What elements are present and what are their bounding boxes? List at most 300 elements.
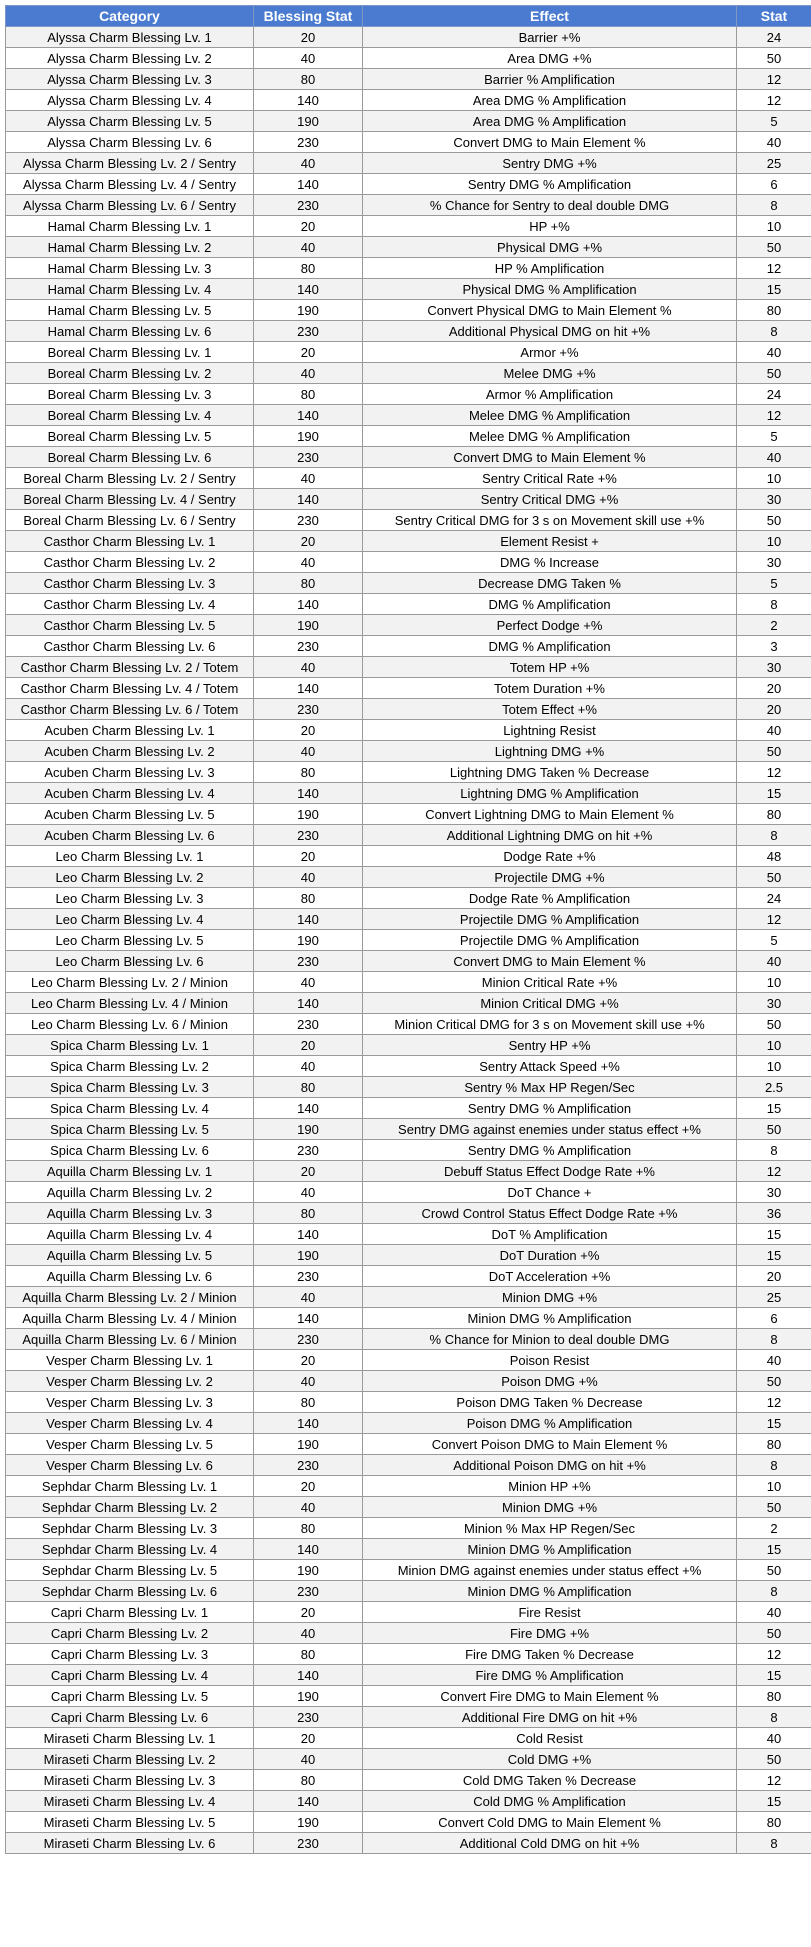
table-row xyxy=(6,678,811,699)
table-row xyxy=(6,888,811,909)
cell-category: Acuben Charm Blessing Lv. 5 xyxy=(6,804,254,825)
cell-blessing-stat: 80 xyxy=(254,888,363,909)
cell-category: Alyssa Charm Blessing Lv. 6 / Sentry xyxy=(6,195,254,216)
table-row xyxy=(6,48,811,69)
cell-blessing-stat: 80 xyxy=(254,1203,363,1224)
table-row xyxy=(6,1833,811,1854)
table-row xyxy=(6,1476,811,1497)
cell-blessing-stat: 230 xyxy=(254,951,363,972)
cell-blessing-stat: 140 xyxy=(254,405,363,426)
cell-category: Alyssa Charm Blessing Lv. 5 xyxy=(6,111,254,132)
cell-stat: 40 xyxy=(737,1602,811,1623)
cell-stat: 40 xyxy=(737,951,811,972)
cell-stat: 50 xyxy=(737,48,811,69)
cell-category: Vesper Charm Blessing Lv. 5 xyxy=(6,1434,254,1455)
cell-stat: 48 xyxy=(737,846,811,867)
cell-blessing-stat: 190 xyxy=(254,111,363,132)
cell-effect: DoT Chance + xyxy=(363,1182,737,1203)
cell-blessing-stat: 230 xyxy=(254,1014,363,1035)
cell-blessing-stat: 190 xyxy=(254,1434,363,1455)
cell-effect: Minion Critical DMG for 3 s on Movement skill use +% xyxy=(363,1014,737,1035)
table-row xyxy=(6,993,811,1014)
cell-effect: Perfect Dodge +% xyxy=(363,615,737,636)
cell-effect: Convert Cold DMG to Main Element % xyxy=(363,1812,737,1833)
cell-effect: Projectile DMG % Amplification xyxy=(363,930,737,951)
table-row xyxy=(6,1791,811,1812)
cell-category: Boreal Charm Blessing Lv. 1 xyxy=(6,342,254,363)
table-row xyxy=(6,1623,811,1644)
cell-blessing-stat: 190 xyxy=(254,300,363,321)
cell-effect: Minion Critical Rate +% xyxy=(363,972,737,993)
table-row xyxy=(6,804,811,825)
table-row xyxy=(6,300,811,321)
cell-effect: Sentry DMG % Amplification xyxy=(363,1140,737,1161)
cell-effect: Fire Resist xyxy=(363,1602,737,1623)
cell-category: Boreal Charm Blessing Lv. 3 xyxy=(6,384,254,405)
cell-category: Sephdar Charm Blessing Lv. 3 xyxy=(6,1518,254,1539)
cell-effect: Lightning DMG +% xyxy=(363,741,737,762)
cell-stat: 12 xyxy=(737,258,811,279)
cell-stat: 10 xyxy=(737,1035,811,1056)
cell-category: Miraseti Charm Blessing Lv. 2 xyxy=(6,1749,254,1770)
cell-effect: Melee DMG % Amplification xyxy=(363,405,737,426)
table-row xyxy=(6,1287,811,1308)
cell-effect: Poison DMG +% xyxy=(363,1371,737,1392)
cell-blessing-stat: 140 xyxy=(254,279,363,300)
table-row xyxy=(6,1119,811,1140)
cell-blessing-stat: 190 xyxy=(254,1812,363,1833)
cell-effect: Convert DMG to Main Element % xyxy=(363,951,737,972)
cell-blessing-stat: 40 xyxy=(254,1749,363,1770)
cell-stat: 80 xyxy=(737,804,811,825)
cell-effect: Minion DMG % Amplification xyxy=(363,1539,737,1560)
table-row xyxy=(6,825,811,846)
table-row xyxy=(6,1518,811,1539)
cell-category: Leo Charm Blessing Lv. 4 / Minion xyxy=(6,993,254,1014)
cell-stat: 6 xyxy=(737,1308,811,1329)
cell-stat: 40 xyxy=(737,1350,811,1371)
cell-stat: 10 xyxy=(737,1476,811,1497)
cell-effect: Fire DMG % Amplification xyxy=(363,1665,737,1686)
cell-category: Acuben Charm Blessing Lv. 1 xyxy=(6,720,254,741)
cell-category: Boreal Charm Blessing Lv. 2 / Sentry xyxy=(6,468,254,489)
cell-stat: 12 xyxy=(737,1644,811,1665)
cell-stat: 2 xyxy=(737,1518,811,1539)
cell-category: Miraseti Charm Blessing Lv. 5 xyxy=(6,1812,254,1833)
cell-effect: HP % Amplification xyxy=(363,258,737,279)
table-row xyxy=(6,1098,811,1119)
cell-blessing-stat: 140 xyxy=(254,594,363,615)
cell-blessing-stat: 40 xyxy=(254,741,363,762)
cell-effect: Armor % Amplification xyxy=(363,384,737,405)
cell-category: Leo Charm Blessing Lv. 4 xyxy=(6,909,254,930)
cell-effect: Poison Resist xyxy=(363,1350,737,1371)
cell-blessing-stat: 20 xyxy=(254,1350,363,1371)
cell-effect: Minion % Max HP Regen/Sec xyxy=(363,1518,737,1539)
cell-effect: Cold DMG +% xyxy=(363,1749,737,1770)
cell-blessing-stat: 20 xyxy=(254,720,363,741)
table-row xyxy=(6,552,811,573)
cell-category: Aquilla Charm Blessing Lv. 5 xyxy=(6,1245,254,1266)
cell-stat: 5 xyxy=(737,573,811,594)
cell-effect: DMG % Amplification xyxy=(363,636,737,657)
cell-blessing-stat: 140 xyxy=(254,90,363,111)
cell-effect: Dodge Rate +% xyxy=(363,846,737,867)
cell-effect: Minion Critical DMG +% xyxy=(363,993,737,1014)
table-row xyxy=(6,594,811,615)
table-row xyxy=(6,1203,811,1224)
cell-blessing-stat: 40 xyxy=(254,657,363,678)
cell-blessing-stat: 140 xyxy=(254,489,363,510)
cell-effect: Melee DMG +% xyxy=(363,363,737,384)
cell-category: Vesper Charm Blessing Lv. 2 xyxy=(6,1371,254,1392)
cell-category: Hamal Charm Blessing Lv. 3 xyxy=(6,258,254,279)
cell-blessing-stat: 230 xyxy=(254,321,363,342)
cell-stat: 25 xyxy=(737,153,811,174)
table-row xyxy=(6,279,811,300)
table-row xyxy=(6,1245,811,1266)
cell-stat: 15 xyxy=(737,1413,811,1434)
cell-stat: 50 xyxy=(737,1749,811,1770)
cell-category: Casthor Charm Blessing Lv. 4 xyxy=(6,594,254,615)
cell-blessing-stat: 230 xyxy=(254,510,363,531)
cell-stat: 12 xyxy=(737,1392,811,1413)
table-row xyxy=(6,1350,811,1371)
cell-blessing-stat: 20 xyxy=(254,1035,363,1056)
cell-stat: 15 xyxy=(737,1098,811,1119)
cell-effect: Convert Fire DMG to Main Element % xyxy=(363,1686,737,1707)
cell-stat: 2.5 xyxy=(737,1077,811,1098)
cell-category: Aquilla Charm Blessing Lv. 1 xyxy=(6,1161,254,1182)
table-row xyxy=(6,951,811,972)
cell-effect: Fire DMG Taken % Decrease xyxy=(363,1644,737,1665)
table-row xyxy=(6,510,811,531)
cell-blessing-stat: 40 xyxy=(254,1287,363,1308)
cell-category: Boreal Charm Blessing Lv. 5 xyxy=(6,426,254,447)
cell-blessing-stat: 20 xyxy=(254,27,363,48)
blessing-table-container xyxy=(5,5,811,1854)
table-row xyxy=(6,636,811,657)
cell-effect: Convert DMG to Main Element % xyxy=(363,132,737,153)
table-row xyxy=(6,489,811,510)
cell-blessing-stat: 40 xyxy=(254,1497,363,1518)
cell-blessing-stat: 20 xyxy=(254,1602,363,1623)
cell-stat: 15 xyxy=(737,279,811,300)
cell-category: Miraseti Charm Blessing Lv. 6 xyxy=(6,1833,254,1854)
cell-category: Hamal Charm Blessing Lv. 6 xyxy=(6,321,254,342)
cell-blessing-stat: 40 xyxy=(254,1182,363,1203)
cell-effect: Projectile DMG % Amplification xyxy=(363,909,737,930)
cell-category: Capri Charm Blessing Lv. 3 xyxy=(6,1644,254,1665)
cell-stat: 12 xyxy=(737,1770,811,1791)
cell-effect: Convert DMG to Main Element % xyxy=(363,447,737,468)
cell-category: Acuben Charm Blessing Lv. 6 xyxy=(6,825,254,846)
cell-effect: Minion DMG against enemies under status effect +% xyxy=(363,1560,737,1581)
cell-blessing-stat: 190 xyxy=(254,426,363,447)
cell-blessing-stat: 230 xyxy=(254,447,363,468)
cell-category: Aquilla Charm Blessing Lv. 4 / Minion xyxy=(6,1308,254,1329)
cell-effect: Physical DMG % Amplification xyxy=(363,279,737,300)
cell-stat: 24 xyxy=(737,27,811,48)
table-header xyxy=(6,6,811,27)
cell-blessing-stat: 230 xyxy=(254,636,363,657)
cell-effect: Lightning DMG Taken % Decrease xyxy=(363,762,737,783)
table-row xyxy=(6,615,811,636)
cell-effect: Totem HP +% xyxy=(363,657,737,678)
cell-category: Boreal Charm Blessing Lv. 6 xyxy=(6,447,254,468)
table-row xyxy=(6,1329,811,1350)
header-category: Category xyxy=(6,6,254,27)
cell-stat: 50 xyxy=(737,1560,811,1581)
cell-blessing-stat: 80 xyxy=(254,1077,363,1098)
cell-category: Casthor Charm Blessing Lv. 1 xyxy=(6,531,254,552)
table-row xyxy=(6,1560,811,1581)
cell-category: Casthor Charm Blessing Lv. 6 xyxy=(6,636,254,657)
cell-stat: 80 xyxy=(737,1686,811,1707)
cell-blessing-stat: 230 xyxy=(254,132,363,153)
cell-blessing-stat: 230 xyxy=(254,1329,363,1350)
cell-category: Vesper Charm Blessing Lv. 1 xyxy=(6,1350,254,1371)
table-row xyxy=(6,1056,811,1077)
table-row xyxy=(6,1077,811,1098)
cell-effect: Additional Lightning DMG on hit +% xyxy=(363,825,737,846)
cell-stat: 8 xyxy=(737,321,811,342)
cell-blessing-stat: 190 xyxy=(254,1560,363,1581)
cell-category: Capri Charm Blessing Lv. 4 xyxy=(6,1665,254,1686)
cell-blessing-stat: 140 xyxy=(254,1308,363,1329)
cell-stat: 40 xyxy=(737,447,811,468)
cell-blessing-stat: 190 xyxy=(254,1686,363,1707)
cell-blessing-stat: 40 xyxy=(254,1056,363,1077)
cell-effect: Sentry Critical DMG +% xyxy=(363,489,737,510)
table-row xyxy=(6,1434,811,1455)
cell-effect: Minion DMG % Amplification xyxy=(363,1308,737,1329)
cell-effect: Poison DMG % Amplification xyxy=(363,1413,737,1434)
table-row xyxy=(6,1266,811,1287)
cell-category: Boreal Charm Blessing Lv. 4 / Sentry xyxy=(6,489,254,510)
cell-blessing-stat: 40 xyxy=(254,468,363,489)
cell-blessing-stat: 40 xyxy=(254,867,363,888)
cell-category: Capri Charm Blessing Lv. 6 xyxy=(6,1707,254,1728)
table-row xyxy=(6,90,811,111)
cell-blessing-stat: 230 xyxy=(254,699,363,720)
cell-blessing-stat: 190 xyxy=(254,615,363,636)
cell-stat: 25 xyxy=(737,1287,811,1308)
cell-stat: 80 xyxy=(737,300,811,321)
table-row xyxy=(6,1812,811,1833)
cell-category: Sephdar Charm Blessing Lv. 1 xyxy=(6,1476,254,1497)
cell-category: Spica Charm Blessing Lv. 1 xyxy=(6,1035,254,1056)
cell-effect: DoT % Amplification xyxy=(363,1224,737,1245)
cell-blessing-stat: 20 xyxy=(254,216,363,237)
cell-stat: 8 xyxy=(737,1707,811,1728)
cell-category: Spica Charm Blessing Lv. 3 xyxy=(6,1077,254,1098)
cell-blessing-stat: 20 xyxy=(254,531,363,552)
table-row xyxy=(6,384,811,405)
cell-stat: 80 xyxy=(737,1812,811,1833)
cell-effect: Additional Physical DMG on hit +% xyxy=(363,321,737,342)
cell-effect: Minion DMG +% xyxy=(363,1497,737,1518)
cell-category: Alyssa Charm Blessing Lv. 3 xyxy=(6,69,254,90)
cell-category: Sephdar Charm Blessing Lv. 5 xyxy=(6,1560,254,1581)
cell-blessing-stat: 40 xyxy=(254,552,363,573)
table-row xyxy=(6,1035,811,1056)
cell-stat: 8 xyxy=(737,825,811,846)
table-row xyxy=(6,531,811,552)
cell-blessing-stat: 140 xyxy=(254,1539,363,1560)
cell-category: Casthor Charm Blessing Lv. 2 xyxy=(6,552,254,573)
charm-blessing-table xyxy=(5,5,811,1854)
cell-stat: 50 xyxy=(737,237,811,258)
table-row xyxy=(6,132,811,153)
cell-stat: 40 xyxy=(737,342,811,363)
cell-category: Hamal Charm Blessing Lv. 2 xyxy=(6,237,254,258)
cell-stat: 10 xyxy=(737,1056,811,1077)
cell-stat: 50 xyxy=(737,1623,811,1644)
cell-category: Capri Charm Blessing Lv. 2 xyxy=(6,1623,254,1644)
cell-stat: 8 xyxy=(737,594,811,615)
table-row xyxy=(6,363,811,384)
cell-category: Aquilla Charm Blessing Lv. 2 xyxy=(6,1182,254,1203)
cell-effect: Cold DMG % Amplification xyxy=(363,1791,737,1812)
cell-stat: 12 xyxy=(737,69,811,90)
table-row xyxy=(6,1749,811,1770)
cell-effect: Minion HP +% xyxy=(363,1476,737,1497)
cell-blessing-stat: 40 xyxy=(254,48,363,69)
cell-effect: Sentry % Max HP Regen/Sec xyxy=(363,1077,737,1098)
cell-effect: Sentry Attack Speed +% xyxy=(363,1056,737,1077)
cell-effect: Debuff Status Effect Dodge Rate +% xyxy=(363,1161,737,1182)
cell-stat: 30 xyxy=(737,1182,811,1203)
cell-stat: 50 xyxy=(737,741,811,762)
cell-effect: Barrier +% xyxy=(363,27,737,48)
cell-category: Leo Charm Blessing Lv. 6 xyxy=(6,951,254,972)
table-row xyxy=(6,321,811,342)
cell-category: Leo Charm Blessing Lv. 2 / Minion xyxy=(6,972,254,993)
table-row xyxy=(6,846,811,867)
cell-stat: 15 xyxy=(737,1224,811,1245)
header-row xyxy=(6,6,811,27)
cell-category: Casthor Charm Blessing Lv. 3 xyxy=(6,573,254,594)
cell-stat: 30 xyxy=(737,993,811,1014)
cell-category: Aquilla Charm Blessing Lv. 4 xyxy=(6,1224,254,1245)
cell-stat: 50 xyxy=(737,867,811,888)
cell-blessing-stat: 230 xyxy=(254,195,363,216)
cell-stat: 12 xyxy=(737,90,811,111)
table-row xyxy=(6,468,811,489)
cell-category: Spica Charm Blessing Lv. 5 xyxy=(6,1119,254,1140)
cell-category: Casthor Charm Blessing Lv. 5 xyxy=(6,615,254,636)
cell-effect: Additional Cold DMG on hit +% xyxy=(363,1833,737,1854)
cell-category: Leo Charm Blessing Lv. 3 xyxy=(6,888,254,909)
cell-stat: 15 xyxy=(737,783,811,804)
cell-effect: Element Resist + xyxy=(363,531,737,552)
cell-category: Acuben Charm Blessing Lv. 4 xyxy=(6,783,254,804)
cell-blessing-stat: 80 xyxy=(254,258,363,279)
cell-effect: Minion DMG +% xyxy=(363,1287,737,1308)
cell-effect: Sentry Critical DMG for 3 s on Movement skill use +% xyxy=(363,510,737,531)
cell-effect: Sentry DMG +% xyxy=(363,153,737,174)
table-row xyxy=(6,1644,811,1665)
cell-blessing-stat: 40 xyxy=(254,363,363,384)
table-row xyxy=(6,1497,811,1518)
cell-effect: Lightning DMG % Amplification xyxy=(363,783,737,804)
cell-stat: 12 xyxy=(737,909,811,930)
cell-category: Miraseti Charm Blessing Lv. 3 xyxy=(6,1770,254,1791)
table-row xyxy=(6,1140,811,1161)
table-row xyxy=(6,342,811,363)
cell-category: Sephdar Charm Blessing Lv. 4 xyxy=(6,1539,254,1560)
cell-blessing-stat: 80 xyxy=(254,69,363,90)
cell-blessing-stat: 80 xyxy=(254,1392,363,1413)
cell-stat: 5 xyxy=(737,426,811,447)
cell-effect: DMG % Increase xyxy=(363,552,737,573)
cell-effect: Cold Resist xyxy=(363,1728,737,1749)
cell-blessing-stat: 20 xyxy=(254,342,363,363)
cell-blessing-stat: 230 xyxy=(254,1140,363,1161)
cell-blessing-stat: 230 xyxy=(254,1707,363,1728)
table-row xyxy=(6,1371,811,1392)
table-row xyxy=(6,1665,811,1686)
table-row xyxy=(6,69,811,90)
cell-stat: 2 xyxy=(737,615,811,636)
table-row xyxy=(6,1182,811,1203)
cell-category: Aquilla Charm Blessing Lv. 6 / Minion xyxy=(6,1329,254,1350)
table-row xyxy=(6,27,811,48)
cell-blessing-stat: 20 xyxy=(254,1161,363,1182)
cell-category: Boreal Charm Blessing Lv. 4 xyxy=(6,405,254,426)
cell-stat: 12 xyxy=(737,405,811,426)
cell-category: Leo Charm Blessing Lv. 6 / Minion xyxy=(6,1014,254,1035)
cell-effect: Physical DMG +% xyxy=(363,237,737,258)
cell-effect: Totem Duration +% xyxy=(363,678,737,699)
cell-stat: 40 xyxy=(737,1728,811,1749)
table-row xyxy=(6,1455,811,1476)
cell-blessing-stat: 20 xyxy=(254,1476,363,1497)
cell-stat: 8 xyxy=(737,1581,811,1602)
table-row xyxy=(6,153,811,174)
cell-blessing-stat: 80 xyxy=(254,1518,363,1539)
cell-effect: Armor +% xyxy=(363,342,737,363)
table-row xyxy=(6,1728,811,1749)
cell-effect: Melee DMG % Amplification xyxy=(363,426,737,447)
table-row xyxy=(6,909,811,930)
cell-effect: Sentry DMG % Amplification xyxy=(363,174,737,195)
cell-blessing-stat: 140 xyxy=(254,1413,363,1434)
table-row xyxy=(6,741,811,762)
cell-stat: 30 xyxy=(737,489,811,510)
cell-blessing-stat: 40 xyxy=(254,237,363,258)
cell-stat: 36 xyxy=(737,1203,811,1224)
cell-stat: 5 xyxy=(737,111,811,132)
cell-category: Capri Charm Blessing Lv. 1 xyxy=(6,1602,254,1623)
cell-stat: 3 xyxy=(737,636,811,657)
cell-effect: Convert Poison DMG to Main Element % xyxy=(363,1434,737,1455)
cell-effect: Area DMG % Amplification xyxy=(363,90,737,111)
cell-stat: 15 xyxy=(737,1791,811,1812)
table-row xyxy=(6,1581,811,1602)
cell-category: Miraseti Charm Blessing Lv. 4 xyxy=(6,1791,254,1812)
cell-category: Spica Charm Blessing Lv. 2 xyxy=(6,1056,254,1077)
cell-category: Aquilla Charm Blessing Lv. 6 xyxy=(6,1266,254,1287)
cell-stat: 8 xyxy=(737,1140,811,1161)
cell-stat: 30 xyxy=(737,552,811,573)
table-row xyxy=(6,405,811,426)
cell-effect: Projectile DMG +% xyxy=(363,867,737,888)
table-row xyxy=(6,1539,811,1560)
cell-category: Hamal Charm Blessing Lv. 5 xyxy=(6,300,254,321)
table-row xyxy=(6,699,811,720)
